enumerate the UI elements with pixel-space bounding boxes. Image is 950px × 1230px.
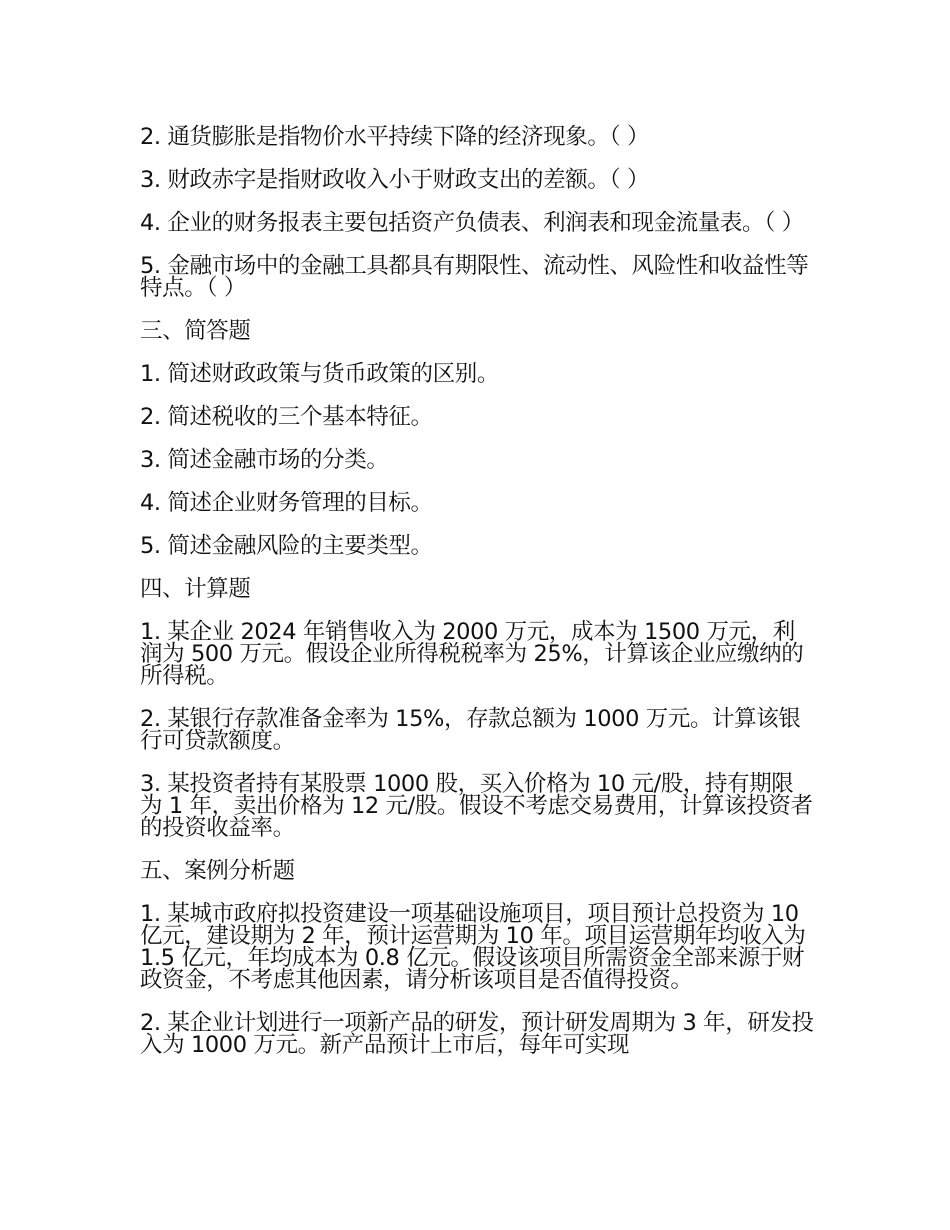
judgment-item-4: 4. 企业的财务报表主要包括资产负债表、利润表和现金流量表。（ ） (140, 210, 804, 236)
case-item-1: 1. 某城市政府拟投资建设一项基础设施项目，项目预计总投资为 10 亿元，建设期为 2 年，预计运营期为 10 年。项目运营期年均收入为 1.5 亿元，年均成本为 0.8 亿元。假设该项目所需资金全部来源于财政资金，不考虑其他因素，请分析该项目是否值得投资。 (140, 901, 806, 993)
short-answer-item-1: 1. 简述财政政策与货币政策的区别。 (140, 361, 499, 387)
calculation-item-1: 1. 某企业 2024 年销售收入为 2000 万元，成本为 1500 万元，利润为 500 万元。假设企业所得税税率为 25%，计算该企业应缴纳的所得税。 (140, 619, 804, 689)
section-heading-case-analysis: 五、案例分析题 (140, 858, 295, 884)
calculation-item-2: 2. 某银行存款准备金率为 15%，存款总额为 1000 万元。计算该银行可贷款额度。 (140, 706, 801, 754)
judgment-item-5: 5. 金融市场中的金融工具都具有期限性、流动性、风险性和收益性等特点。（ ） (140, 253, 809, 301)
judgment-item-3: 3. 财政赤字是指财政收入小于财政支出的差额。（ ） (140, 167, 650, 193)
case-item-2: 2. 某企业计划进行一项新产品的研发，预计研发周期为 3 年，研发投入为 1000 万元。新产品预计上市后，每年可实现 (140, 1010, 814, 1058)
section-heading-short-answer: 三、简答题 (140, 318, 251, 344)
section-heading-calculation: 四、计算题 (140, 576, 251, 602)
judgment-item-2: 2. 通货膨胀是指物价水平持续下降的经济现象。（ ） (140, 124, 650, 150)
document-body (140, 126, 815, 1077)
short-answer-item-4: 4. 简述企业财务管理的目标。 (140, 490, 433, 516)
short-answer-item-5: 5. 简述金融风险的主要类型。 (140, 533, 433, 559)
calculation-item-3: 3. 某投资者持有某股票 1000 股，买入价格为 10 元/股，持有期限为 1 年，卖出价格为 12 元/股。假设不考虑交易费用，计算该投资者的投资收益率。 (140, 771, 813, 841)
short-answer-item-2: 2. 简述税收的三个基本特征。 (140, 404, 433, 430)
short-answer-item-3: 3. 简述金融市场的分类。 (140, 447, 389, 473)
